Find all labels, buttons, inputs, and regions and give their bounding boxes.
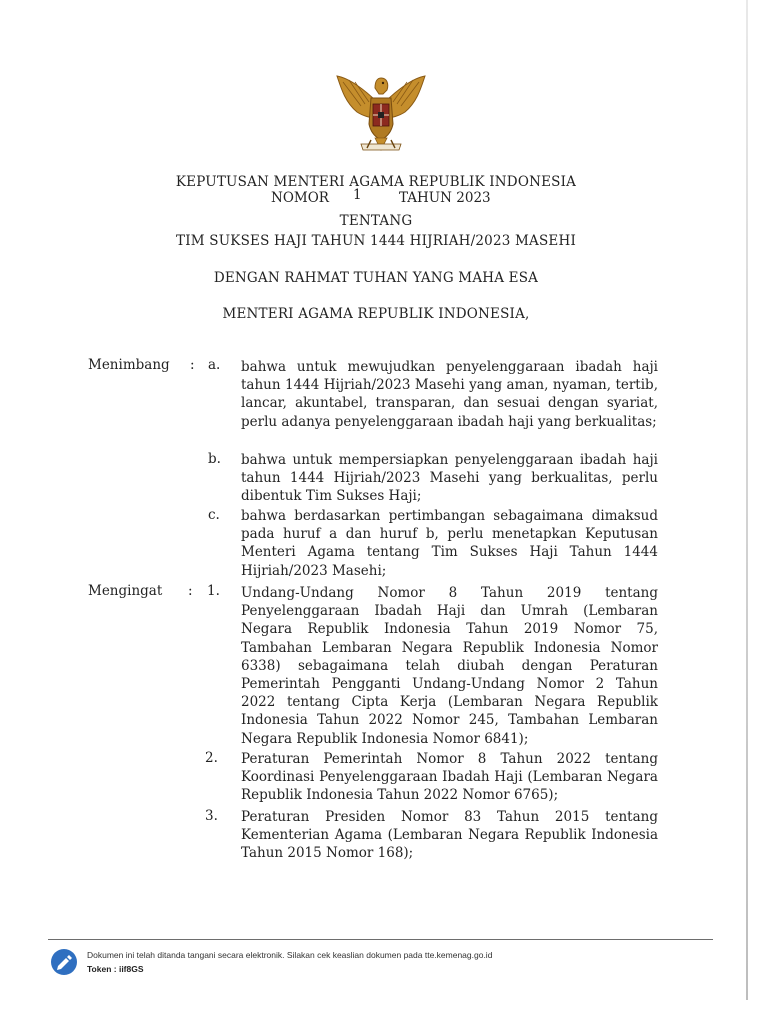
verification-token: Token : iif8GS bbox=[87, 964, 144, 974]
menimbang-colon: : bbox=[190, 357, 195, 373]
decree-number-row bbox=[0, 187, 752, 208]
e-signature-icon bbox=[50, 948, 78, 976]
menimbang-item-c: bahwa berdasarkan pertimbangan sebagaimana dimaksud pada huruf a dan huruf b, perlu menetapkan Keputusan Menteri Agama tentang Tim Sukses Haji Tahun 1444 Hijriah/2023 Masehi; bbox=[241, 508, 658, 579]
authority-line: MENTERI AGAMA REPUBLIK INDONESIA, bbox=[222, 306, 530, 322]
scan-edge bbox=[746, 0, 748, 1000]
mengingat-label: Mengingat bbox=[88, 583, 163, 599]
decree-subject: TIM SUKSES HAJI TAHUN 1444 HIJRIAH/2023 MASEHI bbox=[176, 233, 576, 249]
menimbang-marker-c: c. bbox=[208, 507, 220, 523]
tentang-label: TENTANG bbox=[339, 213, 413, 229]
mengingat-item-3: Peraturan Presiden Nomor 83 Tahun 2015 tentang Kementerian Agama (Lembaran Negara Republik Indonesia Tahun 2015 Nomor 168); bbox=[241, 809, 658, 862]
mengingat-item-2: Peraturan Pemerintah Nomor 8 Tahun 2022 tentang Koordinasi Penyelenggaraan Ibadah Haji (Lembaran Negara Republik Indonesia Tahun 2022 Nomor 6765); bbox=[241, 751, 658, 804]
nomor-label: NOMOR bbox=[271, 190, 329, 206]
menimbang-item-a: bahwa untuk mewujudkan penyelenggaraan ibadah haji tahun 1444 Hijriah/2023 Masehi yang aman, nyaman, tertib, lancar, akuntabel, transparan, dan sesuai dengan syariat, perlu adanya penyelenggaraan ibadah haji yang berkualitas; bbox=[241, 359, 658, 430]
nomor-value: 1 bbox=[353, 187, 362, 203]
menimbang-marker-b: b. bbox=[208, 451, 221, 467]
e-signature-note: Dokumen ini telah ditanda tangani secara elektronik. Silakan cek keaslian dokumen pada tte.kemenag.go.id bbox=[87, 950, 493, 960]
menimbang-item-b: bahwa untuk mempersiapkan penyelenggaraan ibadah haji tahun 1444 Hijriah/2023 Masehi yang berkualitas, perlu dibentuk Tim Sukses Haji; bbox=[241, 452, 658, 505]
mengingat-marker-1: 1. bbox=[207, 583, 220, 599]
tahun-label: TAHUN 2023 bbox=[399, 190, 491, 206]
invocation: DENGAN RAHMAT TUHAN YANG MAHA ESA bbox=[213, 270, 539, 286]
menimbang-label: Menimbang bbox=[88, 357, 170, 373]
decree-title: KEPUTUSAN MENTERI AGAMA REPUBLIK INDONESIA bbox=[175, 174, 577, 190]
mengingat-colon: : bbox=[188, 583, 193, 599]
garuda-emblem-icon bbox=[331, 68, 431, 160]
menimbang-marker-a: a. bbox=[208, 357, 221, 373]
mengingat-item-1: Undang-Undang Nomor 8 Tahun 2019 tentang Penyelenggaraan Ibadah Haji dan Umrah (Lembaran Negara Republik Indonesia Tahun 2019 Nomor 75, Tambahan Lembaran Negara Republik Indonesia Nomor 6338) sebagaimana telah diubah dengan Peraturan Pemerintah Pengganti Undang-Undang Nomor 2 Tahun 2022 tentang Cipta Kerja (Lembaran Negara Republik Indonesia Tahun 2022 Nomor 245, Tambahan Lembaran Negara Republik Indonesia Nomor 6841); bbox=[241, 585, 658, 747]
mengingat-marker-2: 2. bbox=[205, 750, 218, 766]
mengingat-marker-3: 3. bbox=[205, 808, 218, 824]
footer-divider bbox=[48, 939, 713, 940]
